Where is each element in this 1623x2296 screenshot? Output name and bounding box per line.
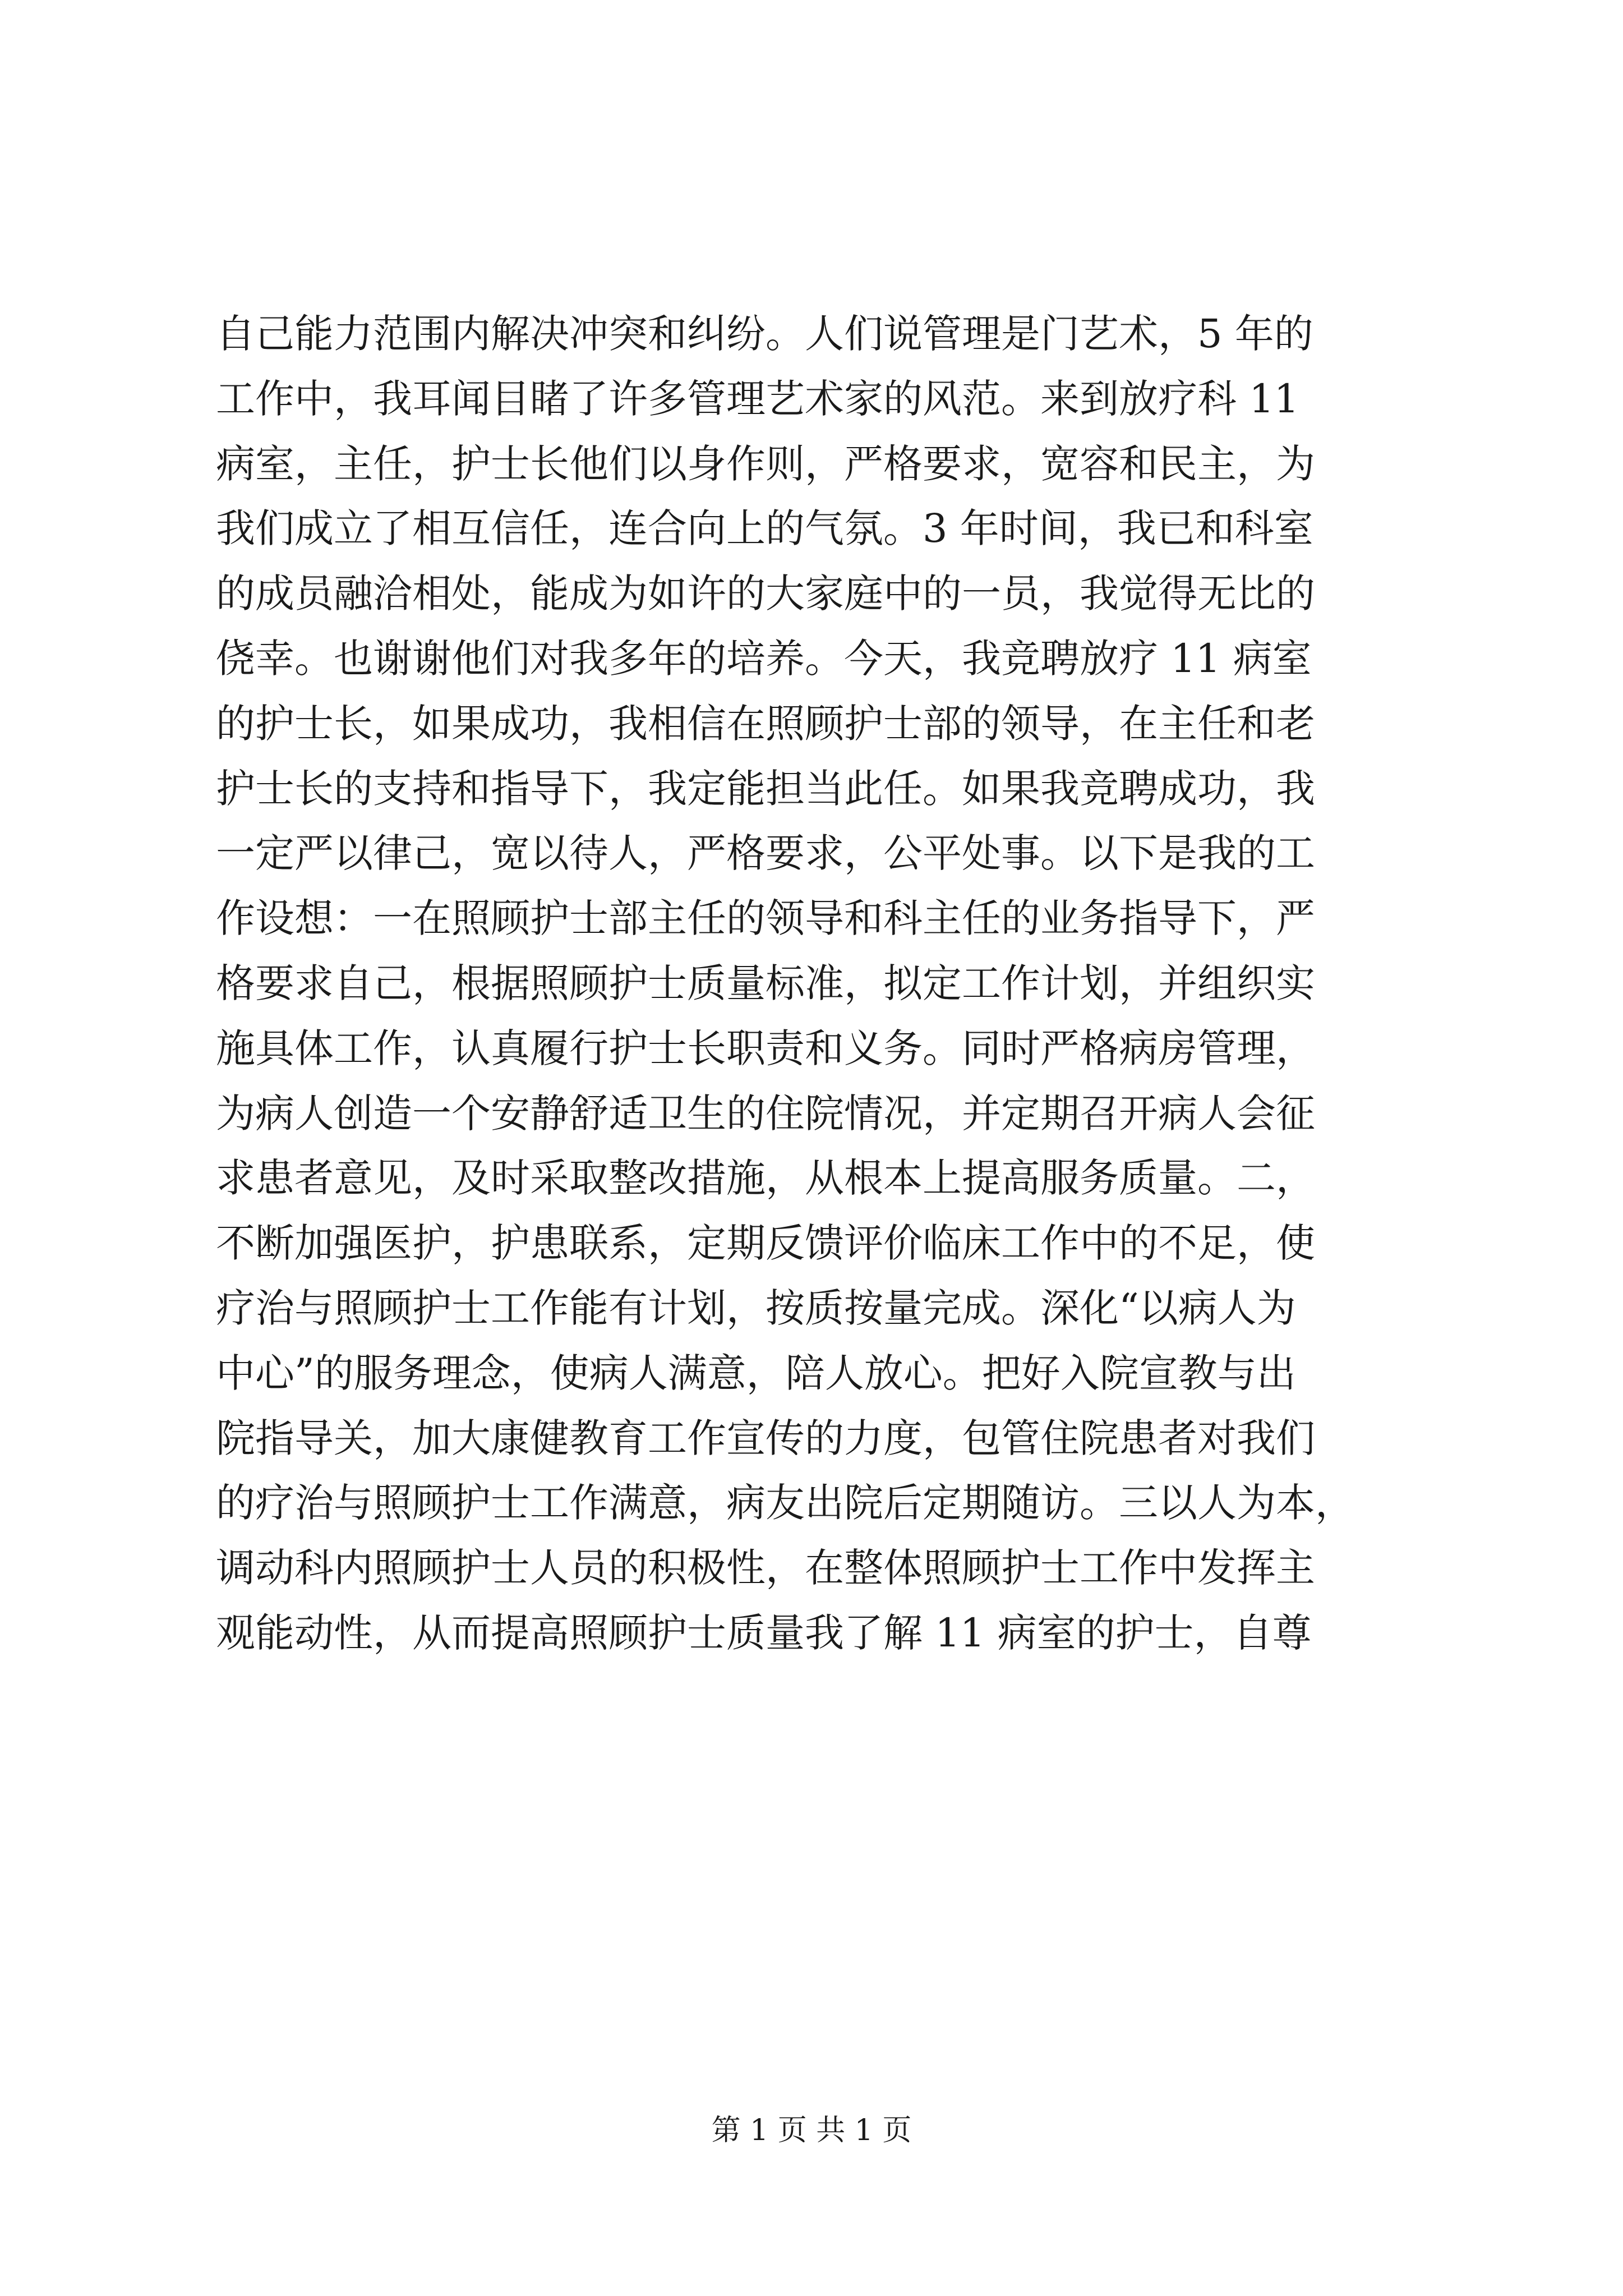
body-text (216, 302, 1427, 1666)
text-line: 院指导关，加大康健教育工作宣传的力度，包管住院患者对我们 (216, 1415, 1315, 1461)
text-line: 一定严以律己，宽以待人，严格要求，公平处事。以下是我的工 (216, 830, 1315, 877)
page-footer: 第 1 页 共 1 页 (711, 2114, 912, 2147)
text-line: 的成员融洽相处，能成为如许的大家庭中的一员，我觉得无比的 (216, 570, 1315, 617)
text-line: 护士长的支持和指导下，我定能担当此任。如果我竞聘成功，我 (216, 765, 1315, 812)
text-line: 我们成立了相互信任，连合向上的气氛。3 年时间，我已和科室 (216, 505, 1313, 552)
text-line: 的疗治与照顾护士工作满意，病友出院后定期随访。三以人为本， (216, 1480, 1354, 1526)
text-line: 施具体工作，认真履行护士长职责和义务。同时严格病房管理， (216, 1025, 1315, 1071)
text-line: 侥幸。也谢谢他们对我多年的培养。今天，我竞聘放疗 11 病室 (216, 635, 1312, 682)
text-line: 求患者意见，及时采取整改措施，从根本上提高服务质量。二， (216, 1155, 1315, 1202)
text-line: 疗治与照顾护士工作能有计划，按质按量完成。深化“以病人为 (216, 1285, 1296, 1331)
text-line: 调动科内照顾护士人员的积极性，在整体照顾护士工作中发挥主 (216, 1545, 1315, 1591)
text-line: 中心”的服务理念，使病人满意，陪人放心。把好入院宣教与出 (216, 1350, 1296, 1396)
text-line: 格要求自己，根据照顾护士质量标准，拟定工作计划，并组织实 (216, 960, 1315, 1006)
text-line: 不断加强医护，护患联系，定期反馈评价临床工作中的不足，使 (216, 1220, 1315, 1267)
text-line: 病室，主任，护士长他们以身作则，严格要求，宽容和民主，为 (216, 440, 1315, 487)
text-line: 作设想：一在照顾护士部主任的领导和科主任的业务指导下，严 (216, 895, 1315, 942)
text-line: 为病人创造一个安静舒适卫生的住院情况，并定期召开病人会征 (216, 1090, 1315, 1137)
text-line: 观能动性，从而提高照顾护士质量我了解 11 病室的护士，自尊 (216, 1609, 1312, 1656)
text-line: 自己能力范围内解决冲突和纠纷。人们说管理是门艺术，5 年的 (216, 311, 1313, 357)
text-line: 工作中，我耳闻目睹了许多管理艺术家的风范。来到放疗科 11 (216, 375, 1299, 422)
text-line: 的护士长，如果成功，我相信在照顾护士部的领导，在主任和老 (216, 700, 1315, 747)
